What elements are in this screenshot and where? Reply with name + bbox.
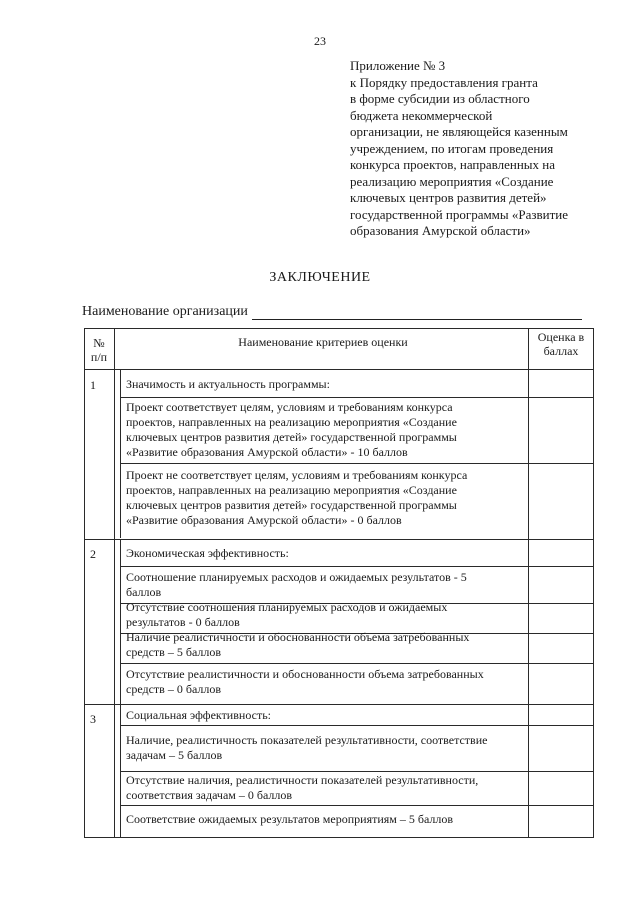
criterion-line: Отсутствие реалистичности и обоснованности объема затребованных	[126, 667, 484, 681]
table-line	[120, 463, 594, 464]
table-line	[120, 540, 121, 704]
criterion-item	[126, 733, 524, 763]
criterion-item	[126, 812, 524, 827]
appendix-line: образования Амурской области»	[350, 223, 531, 238]
header-number	[86, 336, 112, 364]
table-line	[120, 705, 121, 837]
table-line	[114, 328, 115, 838]
organization-field	[82, 304, 582, 320]
table-line	[84, 369, 594, 370]
organization-label: Наименование организации	[82, 304, 248, 319]
table-line	[120, 566, 594, 567]
criterion-line: проектов, направленных на реализацию мероприятия «Создание	[126, 483, 457, 497]
criterion-line: ключевых центров развития детей» государственной программы	[126, 430, 457, 444]
header-score-line: Оценка в	[537, 330, 585, 344]
header-number-line: №	[93, 336, 105, 350]
page-number: 23	[314, 34, 326, 48]
criterion-line: Соотношение планируемых расходов и ожидаемых результатов - 5	[126, 570, 467, 584]
table-line	[528, 328, 529, 838]
table-line	[120, 397, 594, 398]
criterion-item	[126, 570, 524, 600]
criterion-line: Наличие реалистичности и обоснованности объема затребованных	[126, 630, 470, 644]
document-title: ЗАКЛЮЧЕНИЕ	[269, 270, 371, 285]
section-title: Значимость и актуальность программы:	[126, 377, 330, 391]
section-title: Экономическая эффективность:	[126, 546, 289, 560]
criterion-line: Проект не соответствует целям, условиям и требованиям конкурса	[126, 468, 468, 482]
criterion-item	[126, 400, 524, 460]
criterion-line: средств – 5 баллов	[126, 645, 222, 659]
header-score	[530, 330, 592, 358]
table-line	[120, 663, 594, 664]
appendix-line: организации, не являющейся казенным	[350, 124, 568, 139]
criterion-item	[126, 468, 524, 528]
table-line	[120, 771, 594, 772]
criterion-line: Соответствие ожидаемых результатов мероприятиям – 5 баллов	[126, 812, 454, 826]
appendix-line: ключевых центров развития детей»	[350, 190, 547, 205]
criterion-line: «Развитие образования Амурской области» - 0 баллов	[126, 513, 402, 527]
section-number: 3	[90, 712, 96, 726]
section-number: 2	[90, 547, 96, 561]
evaluation-table	[84, 328, 594, 838]
table-line	[84, 328, 85, 838]
table-line	[84, 328, 594, 329]
table-line	[84, 837, 594, 838]
criterion-line: соответствия задачам – 0 баллов	[126, 788, 293, 802]
appendix-line: Приложение № 3	[350, 58, 446, 73]
criterion-line: Отсутствие наличия, реалистичности показателей результативности,	[126, 773, 479, 787]
section-number: 1	[90, 378, 96, 392]
appendix-block	[350, 58, 610, 240]
table-line	[120, 370, 121, 538]
section-title: Социальная эффективность:	[126, 708, 271, 722]
criterion-line: Отсутствие соотношения планируемых расходов и ожидаемых	[126, 600, 448, 614]
criterion-line: задачам – 5 баллов	[126, 748, 223, 762]
appendix-line: учреждением, по итогам проведения	[350, 140, 554, 156]
appendix-line: конкурса проектов, направленных на	[350, 157, 556, 172]
criterion-line: результатов - 0 баллов	[126, 615, 240, 629]
appendix-line: бюджета некоммерческой	[350, 107, 493, 123]
criterion-line: проектов, направленных на реализацию мероприятия «Создание	[126, 415, 457, 429]
criterion-item	[126, 667, 524, 697]
criterion-item	[126, 630, 524, 660]
criterion-item	[126, 773, 524, 803]
table-line	[84, 704, 594, 705]
criterion-line: баллов	[126, 585, 162, 599]
header-score-line: баллах	[543, 344, 579, 358]
header-criteria: Наименование критериев оценки	[238, 335, 408, 349]
organization-blank-line	[252, 307, 582, 320]
appendix-line: государственной программы «Развитие	[350, 206, 569, 222]
criterion-line: «Развитие образования Амурской области» - 10 баллов	[126, 445, 408, 459]
appendix-line: в форме субсидии из областного	[350, 91, 530, 106]
criterion-line: Проект соответствует целям, условиям и требованиям конкурса	[126, 400, 453, 414]
appendix-line: к Порядку предоставления гранта	[350, 74, 538, 90]
criterion-line: средств – 0 баллов	[126, 682, 222, 696]
criterion-item	[126, 600, 524, 630]
appendix-line: реализацию мероприятия «Создание	[350, 173, 554, 189]
criterion-line: Наличие, реалистичность показателей результативности, соответствие	[126, 733, 488, 747]
table-line	[120, 725, 594, 726]
criterion-line: ключевых центров развития детей» государственной программы	[126, 498, 457, 512]
table-line	[84, 539, 594, 540]
table-line	[593, 328, 594, 838]
table-line	[120, 805, 594, 806]
header-number-line: п/п	[90, 350, 108, 364]
